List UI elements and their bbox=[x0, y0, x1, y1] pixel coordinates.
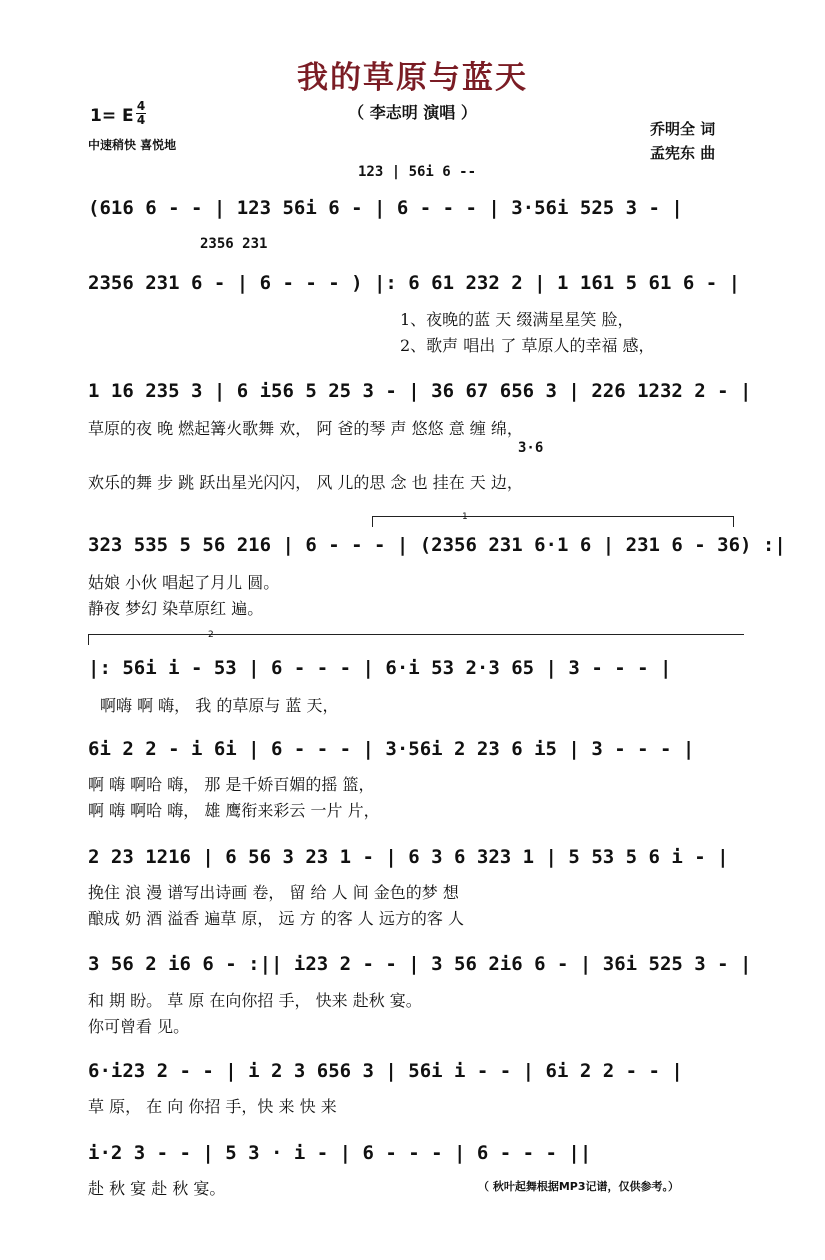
time-signature-bottom: 4 bbox=[136, 113, 146, 127]
volta-bracket-2 bbox=[88, 630, 744, 640]
composer-credit: 孟宪东 曲 bbox=[650, 144, 716, 162]
time-signature bbox=[136, 100, 146, 127]
score-row-2: 2356 231 6 - | 6 - - - ) |: 6 61 232 2 | 1 161 5 61 6 - | bbox=[88, 272, 741, 294]
score-row-9: 6·i23 2 - - | i 2 3 656 3 | 56i i - - | 6i 2 2 - - | bbox=[88, 1060, 683, 1082]
score-row-5: |: 56i i - 53 | 6 - - - | 6·i 53 2·3 65 | 3 - - - | bbox=[88, 657, 672, 679]
lyric-line: 挽住 浪 漫 谱写出诗画 卷， 留 给 人 间 金色的梦 想 bbox=[88, 883, 459, 902]
lyricist-credit: 乔明全 词 bbox=[650, 120, 716, 138]
volta-label: 1 bbox=[462, 512, 468, 522]
score-row-3: 1 16 235 3 | 6 i56 5 25 3 - | 36 67 656 3 | 226 1232 2 - | bbox=[88, 380, 752, 402]
lyric-line: 欢乐的舞 步 跳 跃出星光闪闪， 风 儿的思 念 也 挂在 天 边， bbox=[88, 473, 523, 492]
lyric-line: 你可曾看 见。 bbox=[88, 1017, 190, 1036]
lyric-line: 赴 秋 宴 赴 秋 宴。 bbox=[88, 1179, 226, 1198]
score-row-10: i·2 3 - - | 5 3 · i - | 6 - - - | 6 - - - || bbox=[88, 1142, 592, 1164]
song-title: 我的草原与蓝天 bbox=[297, 60, 528, 96]
key-signature: 1= E bbox=[90, 106, 134, 126]
lyric-line: 2、歌声 唱出 了 草原人的幸福 感， bbox=[400, 336, 655, 355]
time-signature-top: 4 bbox=[136, 99, 146, 113]
ossia-notes-1: 123 | 56i 6 -- bbox=[358, 164, 477, 180]
footnote: （ 秋叶起舞根据MP3记谱，仅供参考。） bbox=[478, 1180, 679, 1193]
lyric-line: 草原的夜 晚 燃起篝火歌舞 欢， 阿 爸的琴 声 悠悠 意 缠 绵， bbox=[88, 419, 523, 438]
lyric-line: 静夜 梦幻 染草原红 遍。 bbox=[88, 599, 264, 618]
ossia-notes-3: 3·6 bbox=[518, 440, 544, 456]
lyric-line: 草 原， 在 向 你招 手，快 来 快 来 bbox=[88, 1097, 337, 1116]
score-row-7: 2 23 1216 | 6 56 3 23 1 - | 6 3 6 323 1 | 5 53 5 6 i - | bbox=[88, 846, 729, 868]
singer-credit: （ 李志明 演唱 ） bbox=[348, 103, 477, 122]
tempo-marking: 中速稍快 喜悦地 bbox=[88, 138, 177, 152]
volta-bracket-1 bbox=[372, 512, 734, 522]
lyric-line: 啊嗨 啊 嗨， 我 的草原与 蓝 天， bbox=[100, 696, 339, 715]
lyric-line: 1、夜晚的蓝 天 缀满星星笑 脸， bbox=[400, 310, 634, 329]
score-row-6: 6i 2 2 - i 6i | 6 - - - | 3·56i 2 23 6 i5 | 3 - - - | bbox=[88, 738, 695, 760]
score-row-1: (616 6 - - | 123 56i 6 - | 6 - - - | 3·56i 525 3 - | bbox=[88, 197, 683, 219]
score-row-4: 323 535 5 56 216 | 6 - - - | (2356 231 6·1 6 | 231 6 - 36) :| bbox=[88, 534, 786, 556]
lyric-line: 姑娘 小伙 唱起了月儿 圆。 bbox=[88, 573, 280, 592]
score-row-8: 3 56 2 i6 6 - :|| i23 2 - - | 3 56 2i6 6 - | 36i 525 3 - | bbox=[88, 953, 752, 975]
lyric-line: 酿成 奶 酒 溢香 遍草 原， 远 方 的客 人 远方的客 人 bbox=[88, 909, 464, 928]
lyric-line: 啊 嗨 啊哈 嗨， 雄 鹰衔来彩云 一片 片， bbox=[88, 801, 380, 820]
lyric-line: 和 期 盼。 草 原 在向你招 手， 快来 赴秋 宴。 bbox=[88, 991, 422, 1010]
volta-label: 2 bbox=[208, 630, 214, 640]
lyric-line: 啊 嗨 啊哈 嗨， 那 是千娇百媚的摇 篮， bbox=[88, 775, 375, 794]
ossia-notes-2: 2356 231 bbox=[200, 236, 268, 252]
